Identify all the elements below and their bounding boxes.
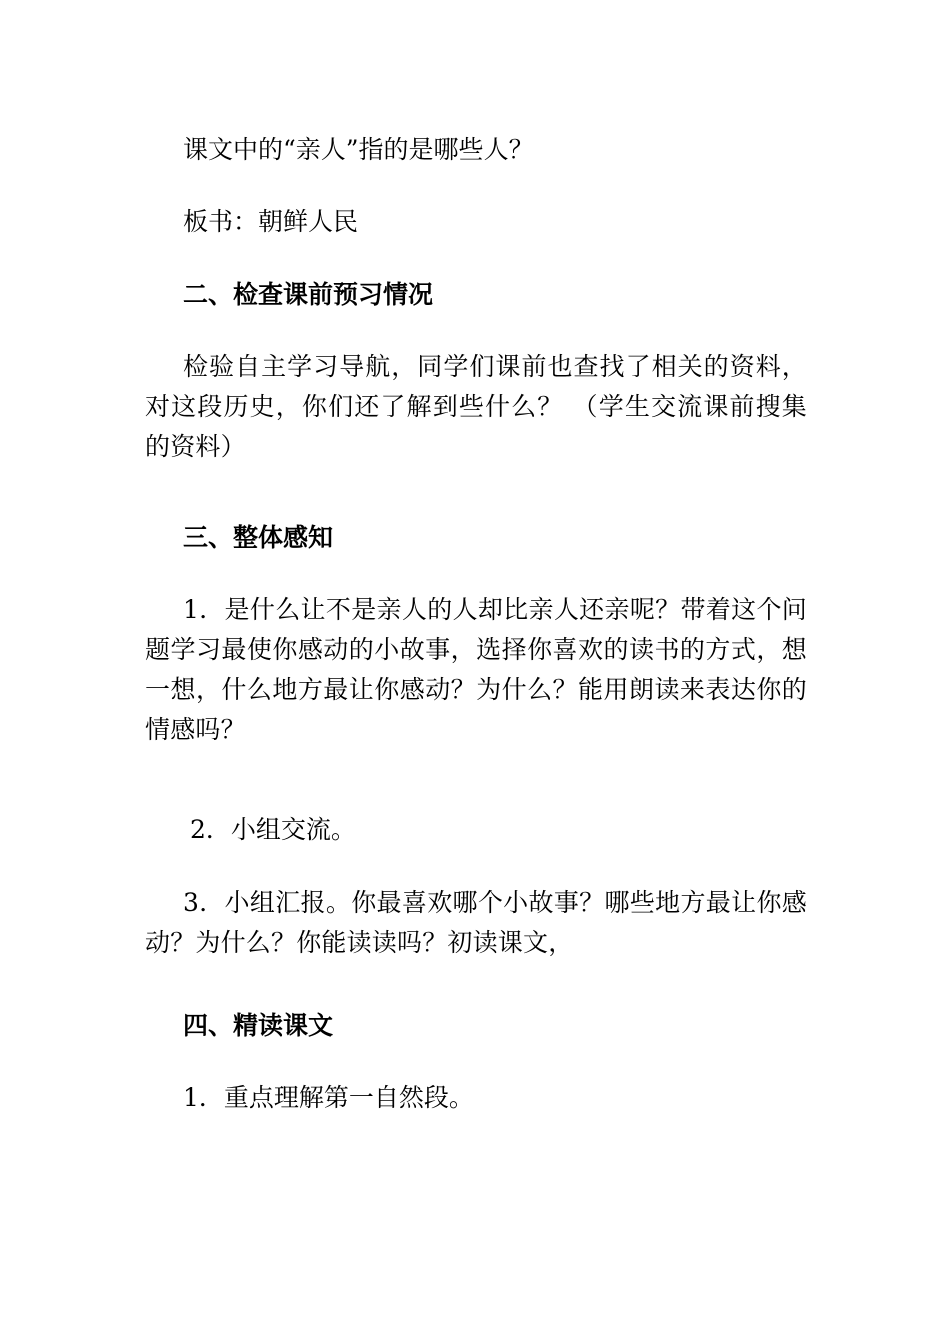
list-item-3-3: 3．小组汇报。你最喜欢哪个小故事？哪些地方最让你感动？为什么？你能读读吗？初读课文，	[145, 888, 807, 957]
list-item-3-2: 2．小组交流。	[190, 815, 356, 844]
section-heading-close-reading: 四、精读课文	[183, 1011, 334, 1040]
question-line: 课文中的“亲人”指的是哪些人？	[183, 135, 534, 164]
list-item-4-1: 1．重点理解第一自然段。	[183, 1083, 474, 1112]
section-heading-preview-check: 二、检查课前预习情况	[183, 280, 434, 309]
paragraph-preview-check: 检验自主学习导航，同学们课前也查找了相关的资料，对这段历史，你们还了解到些什么？ （学生交流课前搜集的资料）	[145, 352, 807, 461]
section-heading-overall-perception: 三、整体感知	[183, 523, 334, 552]
board-note-line: 板书：朝鲜人民	[183, 207, 359, 236]
list-item-3-1: 1．是什么让不是亲人的人却比亲人还亲呢？带着这个问题学习最使你感动的小故事，选择你喜欢的读书的方式，想一想，什么地方最让你感动？为什么？能用朗读来表达你的情感吗？	[145, 595, 807, 744]
